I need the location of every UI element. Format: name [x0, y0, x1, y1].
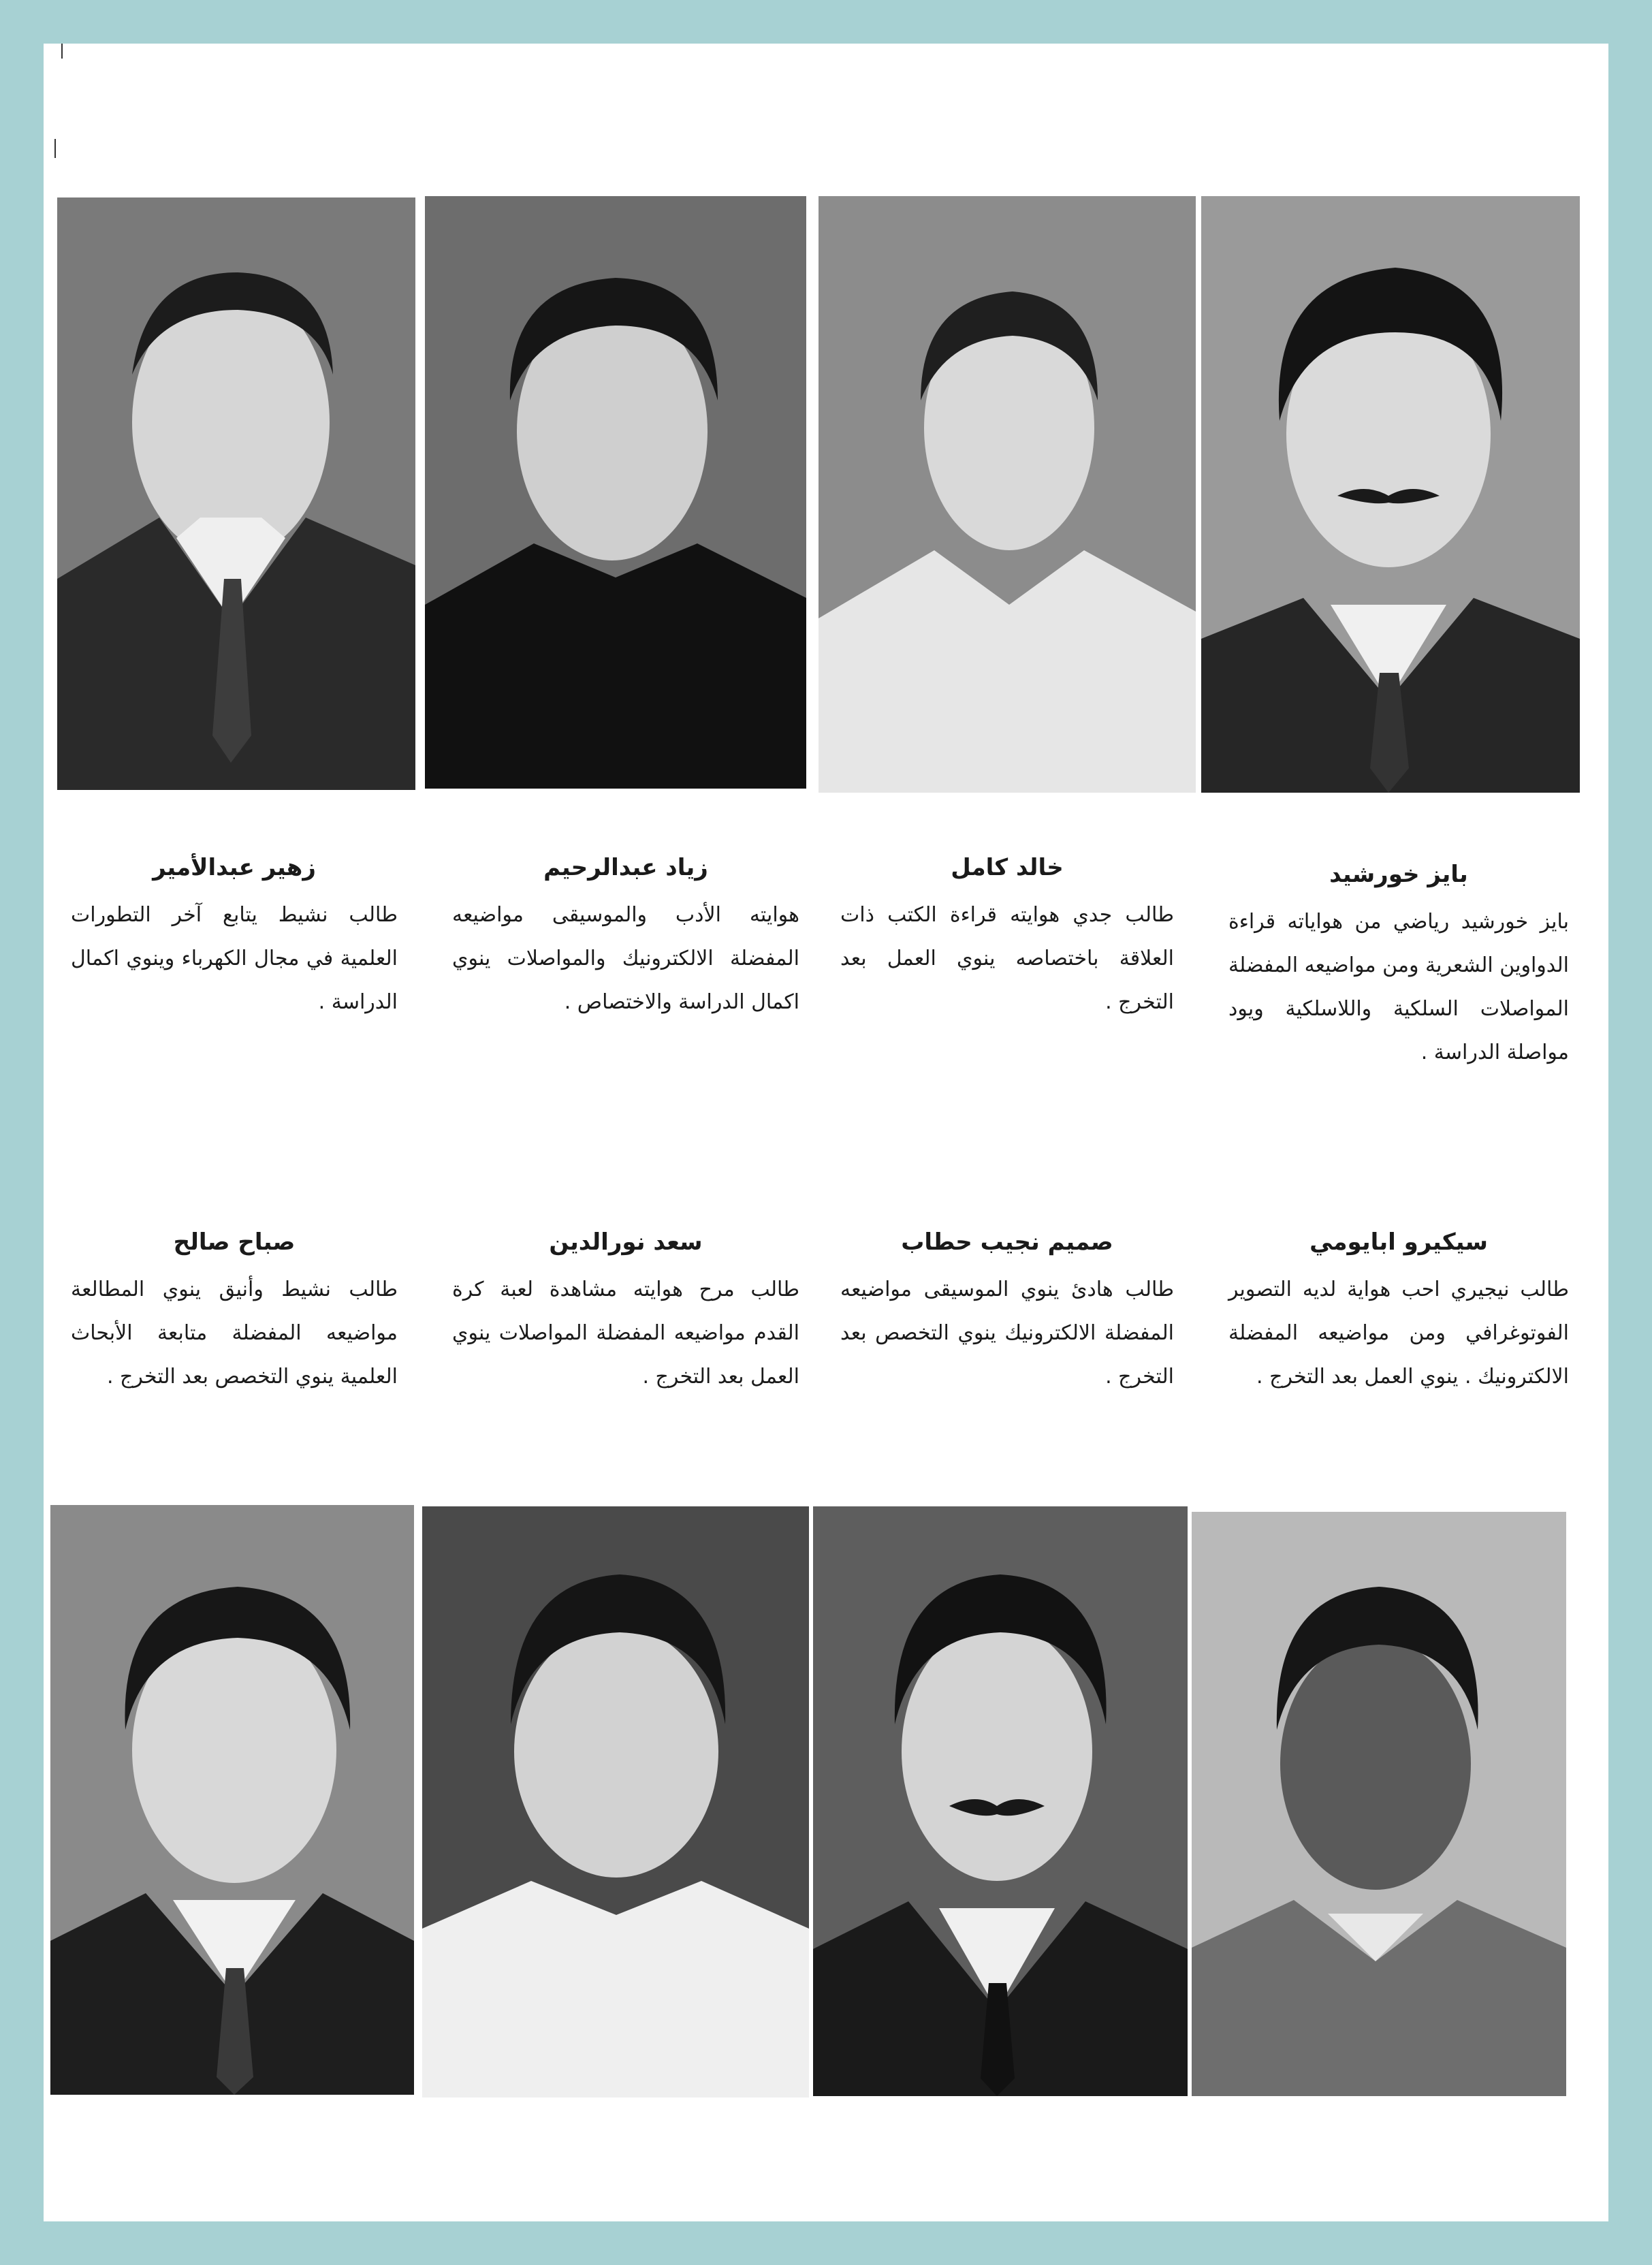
- student-entry: [452, 1229, 799, 1399]
- student-description: طالب مرح هوايته مشاهدة لعبة كرة القدم مواضيعه المفضلة المواصلات ينوي العمل بعد التخرج .: [452, 1278, 799, 1389]
- student-description: طالب نشيط يتابع آخر التطورات العلمية في مجال الكهرباء وينوي اكمال الدراسة .: [71, 903, 398, 1014]
- student-name: بايز خورشيد: [1329, 861, 1468, 888]
- portrait-photo-khaled: [819, 196, 1196, 793]
- student-entry: [1228, 861, 1569, 1075]
- student-entry: [840, 854, 1174, 1024]
- student-name: خالد كامل: [951, 854, 1064, 881]
- student-description: طالب نشيط وأنيق ينوي المطالعة مواضيعه المفضلة متابعة الأبحاث العلمية ينوي التخصص بعد التخرج .: [71, 1278, 398, 1389]
- student-description: بايز خورشيد رياضي من هواياته قراءة الدواوين الشعرية ومن مواضيعه المفضلة المواصلات السلكية واللاسلكية ويود مواصلة الدراسة .: [1228, 910, 1569, 1064]
- student-description: طالب هادئ ينوي الموسيقى مواضيعه المفضلة الالكترونيك ينوي التخصص بعد التخرج .: [840, 1278, 1174, 1389]
- student-description: طالب جدي هوايته قراءة الكتب ذات العلاقة باختصاصه ينوي العمل بعد التخرج .: [840, 903, 1174, 1014]
- student-name: سيكيرو ابايومي: [1309, 1229, 1488, 1256]
- margin-mark: [61, 44, 63, 59]
- student-name: سعد نورالدين: [549, 1229, 703, 1256]
- margin-mark: [54, 139, 56, 158]
- student-entry: [71, 854, 398, 1024]
- student-entry: [1228, 1229, 1569, 1399]
- portrait-photo-sabah: [50, 1505, 414, 2095]
- student-entry: [452, 854, 799, 1024]
- student-description: طالب نيجيري احب هواية لديه التصوير الفوتوغرافي ومن مواضيعه المفضلة الالكترونيك . ينوي العمل بعد التخرج .: [1228, 1278, 1569, 1389]
- student-name: زياد عبدالرحيم: [543, 854, 708, 881]
- yearbook-page: [44, 44, 1608, 2221]
- student-entry: [840, 1229, 1174, 1399]
- portrait-photo-sikiro: [1192, 1512, 1566, 2096]
- student-name: زهير عبدالأمير: [153, 854, 316, 881]
- portrait-photo-saad: [422, 1506, 809, 2097]
- portrait-photo-ziad: [425, 196, 806, 789]
- portrait-photo-bayez: [1201, 196, 1580, 793]
- student-name: صميم نجيب حطاب: [901, 1229, 1113, 1256]
- portrait-photo-sameem: [813, 1506, 1188, 2096]
- portrait-photo-zuhair: [57, 197, 415, 790]
- student-name: صباح صالح: [173, 1229, 296, 1256]
- student-entry: [71, 1229, 398, 1399]
- student-description: هوايته الأدب والموسيقى مواضيعه المفضلة الالكترونيك والمواصلات ينوي اكمال الدراسة والاختصاص .: [452, 903, 799, 1014]
